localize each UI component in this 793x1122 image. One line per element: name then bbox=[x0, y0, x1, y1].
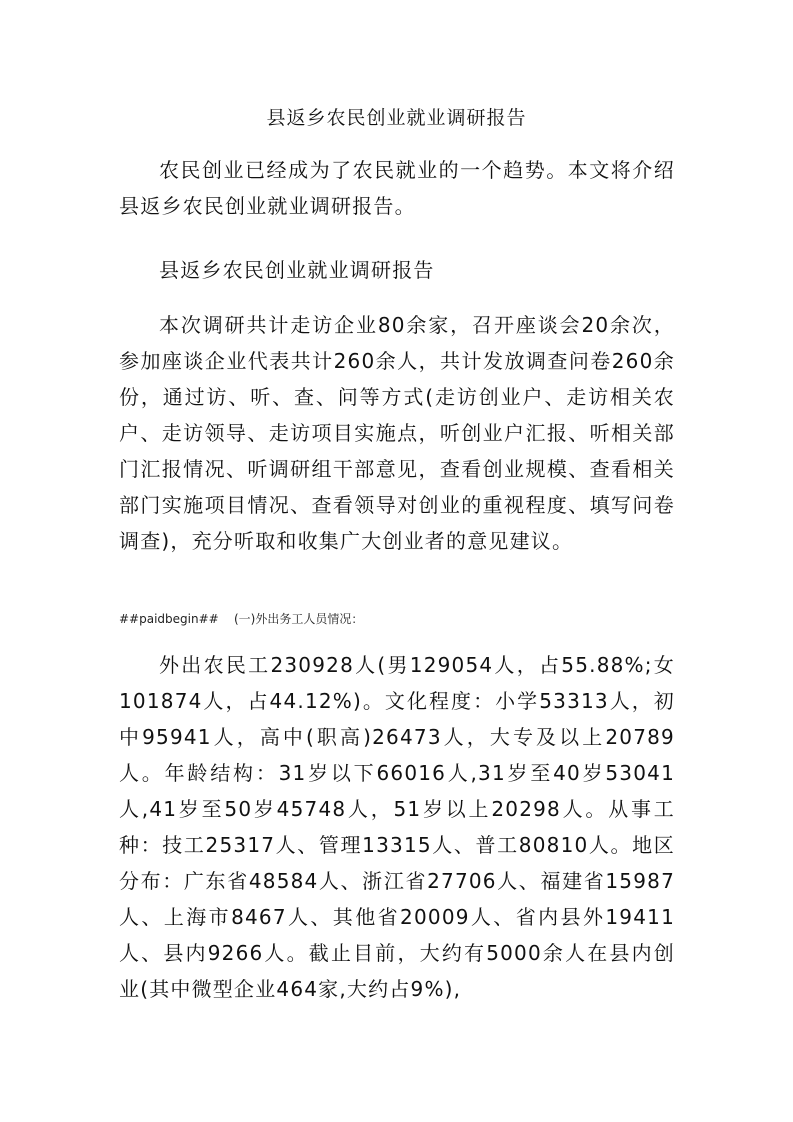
section-label: (一)外出务工人员情况： bbox=[233, 612, 364, 626]
paid-marker: ##paidbegin## bbox=[119, 612, 219, 626]
survey-method-paragraph: 本次调研共计走访企业80余家，召开座谈会20余次，参加座谈企业代表共计260余人，共计发放调查问卷260余份，通过访、听、查、问等方式(走访创业户、走访相关农户、走访领导、走访项目实施点，听创业户汇报、听相关部门汇报情况、听调研组干部意见，查看创业规模、查看相关部门实施项目情况、查看领导对创业的重视程度、填写问卷调查)，充分听取和收集广大创业者的意见建议。 bbox=[119, 313, 675, 553]
migrant-workers-paragraph: 外出农民工230928人(男129054人，占55.88%;女101874人，占44.12%)。文化程度：小学53313人，初中95941人，高中(职高)26473人，大专及以上20789人。年龄结构：31岁以下66016人,31岁至40岁53041人,41岁至50岁45748人，51岁以上20298人。从事工种：技工25317人、管理13315人、普工80810人。地区分布：广东省48584人、浙江省27706人、福建省15987人、上海市8467人、其他省20009人、省内县外19411人、县内9266人。截止目前，大约有5000余人在县内创业(其中微型企业464家,大约占9%), bbox=[119, 653, 675, 1001]
intro-paragraph: 农民创业已经成为了农民就业的一个趋势。本文将介绍县返乡农民创业就业调研报告。 bbox=[119, 158, 675, 218]
paid-marker-line bbox=[119, 610, 363, 628]
section-heading: 县返乡农民创业就业调研报告 bbox=[159, 258, 435, 282]
document-title: 县返乡农民创业就业调研报告 bbox=[266, 107, 527, 129]
